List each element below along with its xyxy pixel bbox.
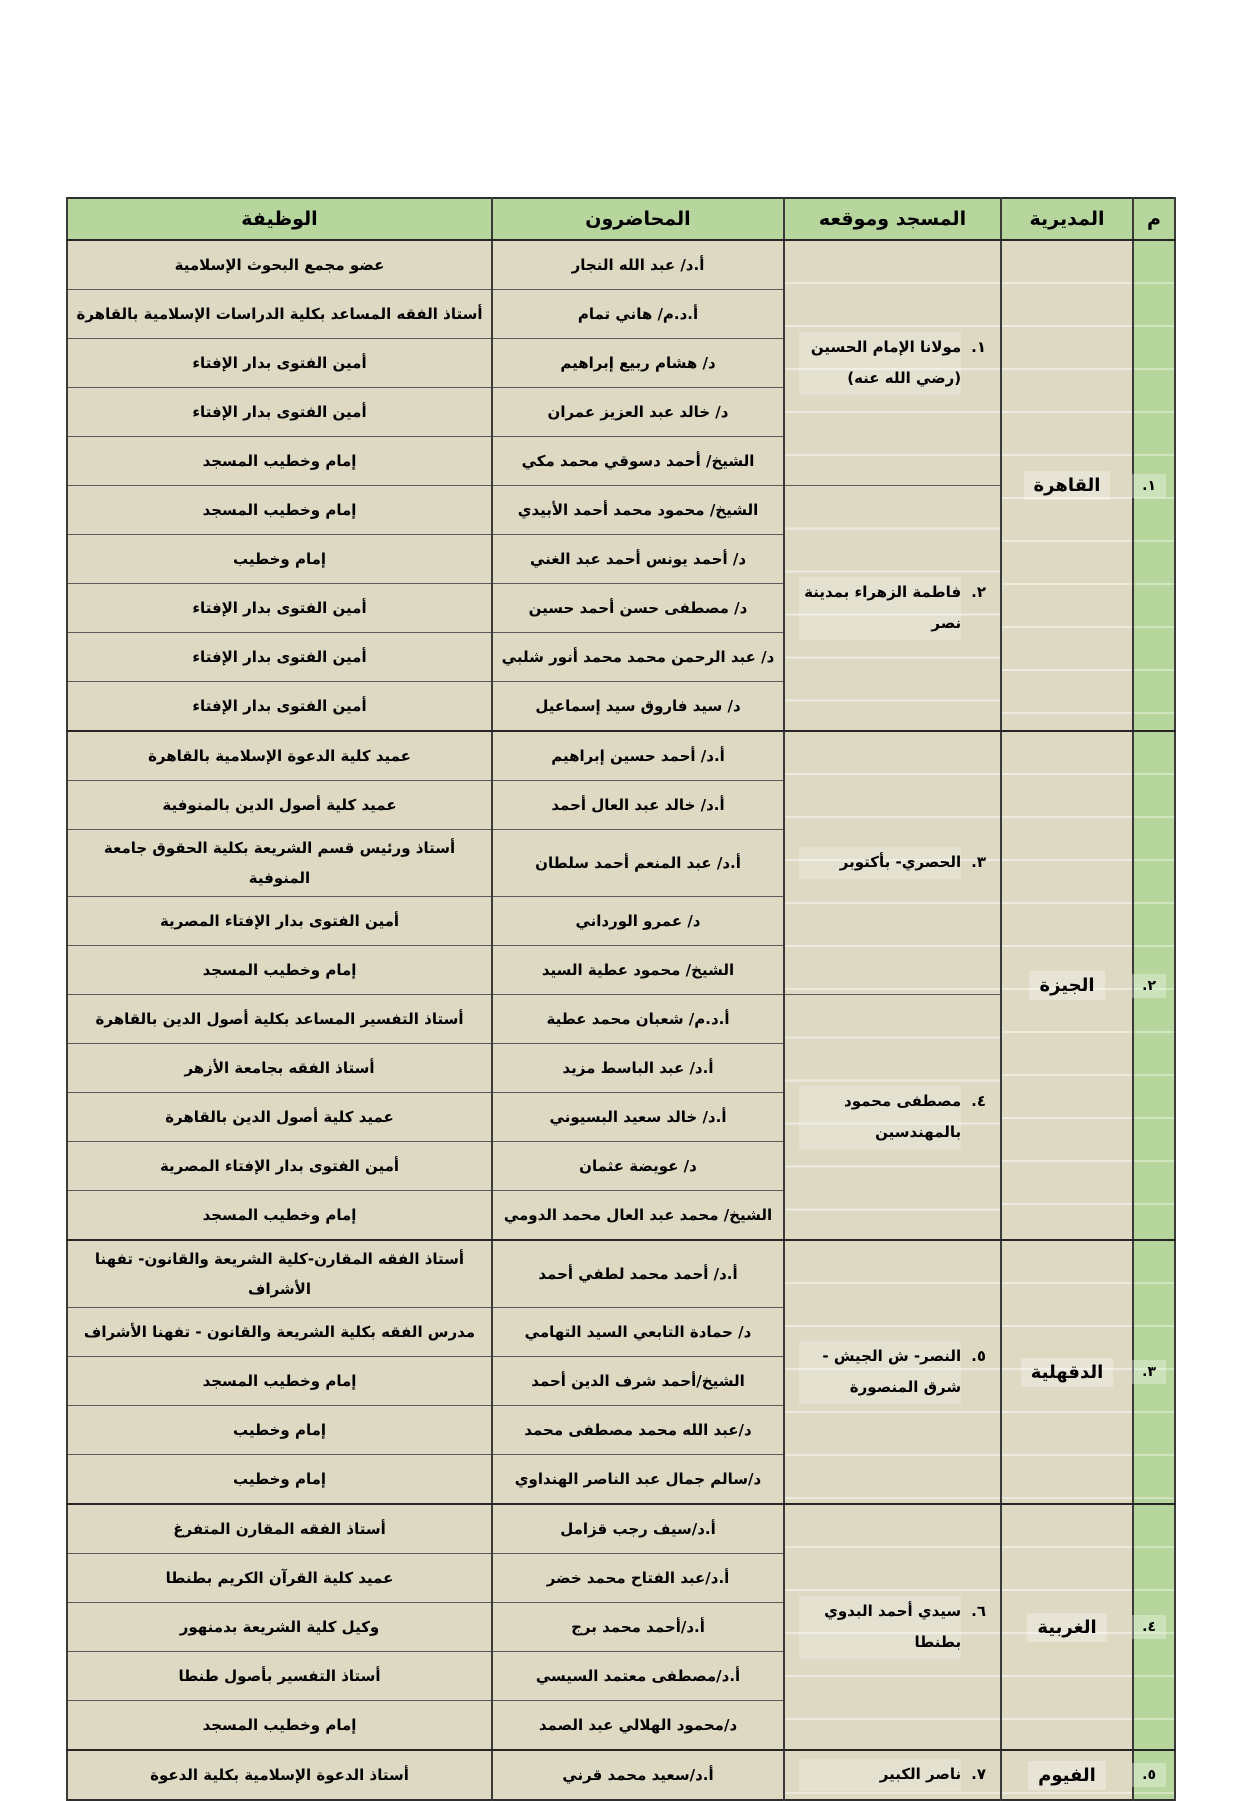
job-cell: أستاذ الفقه المقارن-كلية الشريعة والقانون- تفهنا الأشراف (67, 1240, 492, 1308)
job-cell: أمين الفتوى بدار الإفتاء المصرية (67, 897, 492, 946)
lecturer-cell: د/ حمادة التابعي السيد التهامي (492, 1308, 784, 1357)
job-cell: عميد كلية الدعوة الإسلامية بالقاهرة (67, 731, 492, 781)
job-cell: أستاذ الدعوة الإسلامية بكلية الدعوة (67, 1750, 492, 1800)
mosque-cell: ٦. سيدي أحمد البدوي بطنطا (784, 1504, 1001, 1750)
lecturer-cell: د/ عويضة عثمان (492, 1142, 784, 1191)
job-cell: إمام وخطيب المسجد (67, 486, 492, 535)
job-cell: عميد كلية أصول الدين بالقاهرة (67, 1093, 492, 1142)
lecturer-cell: د/عبد الله محمد مصطفى محمد (492, 1406, 784, 1455)
lecturer-cell: الشيخ/ محمود عطية السيد (492, 946, 784, 995)
table-row (67, 731, 1175, 781)
lecturers-table (66, 197, 1176, 1801)
mosque-cell: ٥. النصر- ش الجيش - شرق المنصورة (784, 1240, 1001, 1504)
lecturer-cell: الشيخ/أحمد شرف الدين أحمد (492, 1357, 784, 1406)
job-cell: وكيل كلية الشريعة بدمنهور (67, 1603, 492, 1652)
header-num: م (1133, 198, 1175, 240)
job-cell: أستاذ التفسير المساعد بكلية أصول الدين بالقاهرة (67, 995, 492, 1044)
row-number-cell: ٥. (1133, 1750, 1175, 1800)
lecturer-cell: أ.د/ أحمد حسين إبراهيم (492, 731, 784, 781)
lecturer-cell: أ.د/ أحمد محمد لطفي أحمد (492, 1240, 784, 1308)
row-number-cell: ١. (1133, 240, 1175, 731)
lecturer-cell: د/ هشام ربيع إبراهيم (492, 339, 784, 388)
job-cell: إمام وخطيب (67, 535, 492, 584)
directorate-cell: الغربية (1001, 1504, 1133, 1750)
lecturer-cell: د/ مصطفى حسن أحمد حسين (492, 584, 784, 633)
lecturer-cell: الشيخ/ أحمد دسوقي محمد مكي (492, 437, 784, 486)
table-row (67, 1504, 1175, 1554)
job-cell: عضو مجمع البحوث الإسلامية (67, 240, 492, 290)
row-number-cell: ٣. (1133, 1240, 1175, 1504)
lecturer-cell: د/ أحمد يونس أحمد عبد الغني (492, 535, 784, 584)
table-row (67, 1240, 1175, 1308)
directorate-cell: القاهرة (1001, 240, 1133, 731)
job-cell: أمين الفتوى بدار الإفتاء المصرية (67, 1142, 492, 1191)
job-cell: أستاذ التفسير بأصول طنطا (67, 1652, 492, 1701)
mosque-cell: ٢. فاطمة الزهراء بمدينة نصر (784, 486, 1001, 732)
job-cell: عميد كلية القرآن الكريم بطنطا (67, 1554, 492, 1603)
lecturer-cell: د/ سيد فاروق سيد إسماعيل (492, 682, 784, 732)
mosque-cell: ٣. الحصري- بأكتوبر (784, 731, 1001, 995)
lecturer-cell: د/سالم جمال عبد الناصر الهنداوي (492, 1455, 784, 1505)
lecturer-cell: أ.د.م/ هاني تمام (492, 290, 784, 339)
header-mosque: المسجد وموقعه (784, 198, 1001, 240)
header-lecturers: المحاضرون (492, 198, 784, 240)
job-cell: أستاذ ورئيس قسم الشريعة بكلية الحقوق جامعة المنوفية (67, 830, 492, 897)
lecturer-cell: أ.د/ عبد الباسط مزيد (492, 1044, 784, 1093)
directorate-cell: الفيوم (1001, 1750, 1133, 1800)
table-row (67, 1750, 1175, 1800)
lecturer-cell: أ.د.م/ شعبان محمد عطية (492, 995, 784, 1044)
mosque-cell: ٤. مصطفى محمود بالمهندسين (784, 995, 1001, 1241)
lecturer-cell: الشيخ/ محمود محمد أحمد الأبيدي (492, 486, 784, 535)
job-cell: أمين الفتوى بدار الإفتاء (67, 339, 492, 388)
job-cell: أمين الفتوى بدار الإفتاء (67, 388, 492, 437)
row-number-cell: ٢. (1133, 731, 1175, 1240)
lecturer-cell: د/ خالد عبد العزيز عمران (492, 388, 784, 437)
lecturer-cell: أ.د/مصطفى معتمد السيسي (492, 1652, 784, 1701)
row-number-cell: ٤. (1133, 1504, 1175, 1750)
lecturer-cell: أ.د/ عبد الله النجار (492, 240, 784, 290)
job-cell: إمام وخطيب (67, 1406, 492, 1455)
job-cell: عميد كلية أصول الدين بالمنوفية (67, 781, 492, 830)
header-row (67, 198, 1175, 240)
lecturer-cell: أ.د/عبد الفتاح محمد خضر (492, 1554, 784, 1603)
header-directorate: المديرية (1001, 198, 1133, 240)
lecturer-cell: أ.د/أحمد محمد برج (492, 1603, 784, 1652)
lecturer-cell: أ.د/سعيد محمد قرني (492, 1750, 784, 1800)
job-cell: إمام وخطيب المسجد (67, 946, 492, 995)
table-row (67, 240, 1175, 290)
job-cell: إمام وخطيب المسجد (67, 1701, 492, 1751)
job-cell: مدرس الفقه بكلية الشريعة والقانون - تفهنا الأشراف (67, 1308, 492, 1357)
lecturer-cell: أ.د/ خالد عبد العال أحمد (492, 781, 784, 830)
lecturer-cell: د/ عبد الرحمن محمد محمد أنور شلبي (492, 633, 784, 682)
job-cell: إمام وخطيب المسجد (67, 437, 492, 486)
lecturer-cell: أ.د/سيف رجب قزامل (492, 1504, 784, 1554)
lecturer-cell: أ.د/ عبد المنعم أحمد سلطان (492, 830, 784, 897)
job-cell: إمام وخطيب (67, 1455, 492, 1505)
directorate-cell: الجيزة (1001, 731, 1133, 1240)
job-cell: أمين الفتوى بدار الإفتاء (67, 584, 492, 633)
job-cell: أستاذ الفقه المساعد بكلية الدراسات الإسلامية بالقاهرة (67, 290, 492, 339)
job-cell: أمين الفتوى بدار الإفتاء (67, 682, 492, 732)
header-job: الوظيفة (67, 198, 492, 240)
directorate-cell: الدقهلية (1001, 1240, 1133, 1504)
mosque-cell: ١. مولانا الإمام الحسين (رضي الله عنه) (784, 240, 1001, 486)
job-cell: أستاذ الفقه بجامعة الأزهر (67, 1044, 492, 1093)
lecturer-cell: د/محمود الهلالي عبد الصمد (492, 1701, 784, 1751)
mosque-cell: ٧. ناصر الكبير (784, 1750, 1001, 1800)
job-cell: إمام وخطيب المسجد (67, 1357, 492, 1406)
lecturer-cell: الشيخ/ محمد عبد العال محمد الدومي (492, 1191, 784, 1241)
job-cell: أستاذ الفقه المقارن المتفرغ (67, 1504, 492, 1554)
lecturer-cell: أ.د/ خالد سعيد البسيوني (492, 1093, 784, 1142)
job-cell: أمين الفتوى بدار الإفتاء (67, 633, 492, 682)
lecturer-cell: د/ عمرو الورداني (492, 897, 784, 946)
job-cell: إمام وخطيب المسجد (67, 1191, 492, 1241)
